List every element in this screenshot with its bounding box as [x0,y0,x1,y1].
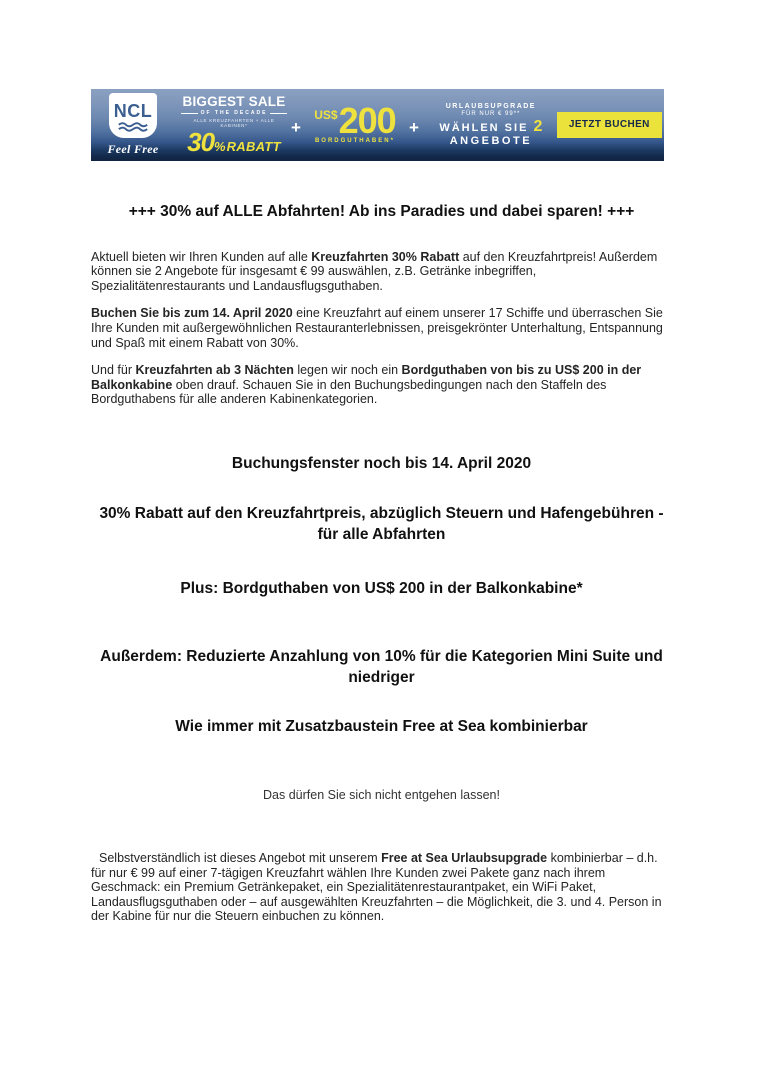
paragraph-booking-deadline: Buchen Sie bis zum 14. April 2020 eine Kreuzfahrt auf einem unserer 17 Schiffe und überraschen Sie Ihre Kunden mit außergewöhnlichen Restauranterlebnissen, preisgekrönter Unterhaltung, Entspannung und Spaß mit einem Rabatt von 30%. [91,306,663,350]
paragraph-free-at-sea-detail: Selbstverständlich ist dieses Angebot mit unserem Free at Sea Urlaubsupgrade kombinierbar – d.h. für nur € 99 auf einer 7-tägigen Kreuzfahrt wählen Ihre Kunden zwei Pakete ganz nach ihrem Geschmack: ein Premium Getränkepaket, ein Spezialitätenrestaurantpaket, ein WiFi Paket, Landausflugsguthaben oder – auf ausgewählten Kreuzfahrten – die Möglichkeit, die 3. und 4. Person in der Kabine für nur die Steuern einbuchen zu können. [91,850,662,924]
discount-value: 30 [187,127,215,158]
wave-icon [117,121,149,132]
subheading-plus-obc: Plus: Bordguthaben von US$ 200 in der Balkonkabine* [180,579,583,597]
ncl-logo-box [109,93,157,138]
upgrade-block [425,103,557,148]
biggest-sale-block [181,93,287,158]
paragraph-intro: Aktuell bieten wir Ihren Kunden auf alle Kreuzfahrten 30% Rabatt auf den Kreuzfahrtpreis! Außerdem können sie 2 Angebote für insgesamt € 99 auswählen, z.B. Getränke inbegriffen, Spezialitätenrestaurants und Landausflugsguthaben. [91,249,658,293]
obc-amount: 200 [338,99,396,141]
subheading-booking-window: Buchungsfenster noch bis 14. April 2020 [231,454,532,472]
ncl-logo [97,93,169,157]
jetzt-buchen-button[interactable]: JETZT BUCHEN [557,112,662,138]
plus-sign: + [291,118,301,137]
discount-percent-sign: % [214,139,226,155]
upgrade-choose-count: 2 [533,117,543,135]
subheading-deposit: Außerdem: Reduzierte Anzahlung von 10% für die Kategorien Mini Suite und niedriger [100,647,663,686]
ncl-logo-text: NCL [113,100,153,121]
feel-free-tagline: Feel Free [107,142,159,156]
subheading-discount: 30% Rabatt auf den Kreuzfahrtpreis, abzüglich Steuern und Hafengebühren - für alle Abfahrten [99,504,664,543]
newsletter-page [91,0,672,924]
promo-banner[interactable] [91,89,664,161]
sale-fineprint: ALLE KREUZFAHRTEN + ALLE KABINEN* [193,118,275,129]
subheading-free-at-sea: Wie immer mit Zusatzbaustein Free at Sea kombinierbar [175,717,588,735]
upgrade-choose-label: WÄHLEN SIE [439,121,529,134]
sale-subtitle: OF THE DECADE [181,110,287,116]
sale-title: BIGGEST SALE [182,93,286,109]
upgrade-title: URLAUBSUPGRADE [445,102,536,110]
paragraph-onboard-credit: Und für Kreuzfahrten ab 3 Nächten legen wir noch ein Bordguthaben von bis zu US$ 200 in der Balkonkabine oben drauf. Schauen Sie in den Buchungsbedingungen nach den Staffeln des Bordguthabens für alle anderen Kabinenkategorien. [91,363,642,407]
obc-currency: US$ [314,107,338,122]
plus-sign: + [408,118,419,137]
discount-30-rabatt [181,127,287,158]
headline: +++ 30% auf ALLE Abfahrten! Ab ins Paradies und dabei sparen! +++ [128,203,635,220]
upgrade-choose-line [425,118,557,136]
onboard-credit-block [305,99,405,145]
upgrade-angebote: ANGEBOTE [449,135,533,148]
upgrade-price: FÜR NUR € 99** [461,110,521,117]
discount-label: RABATT [226,139,281,155]
obc-label: BORDGUTHABEN* [314,138,395,145]
callout-text: Das dürfen Sie sich nicht entgehen lassen! [263,787,500,802]
